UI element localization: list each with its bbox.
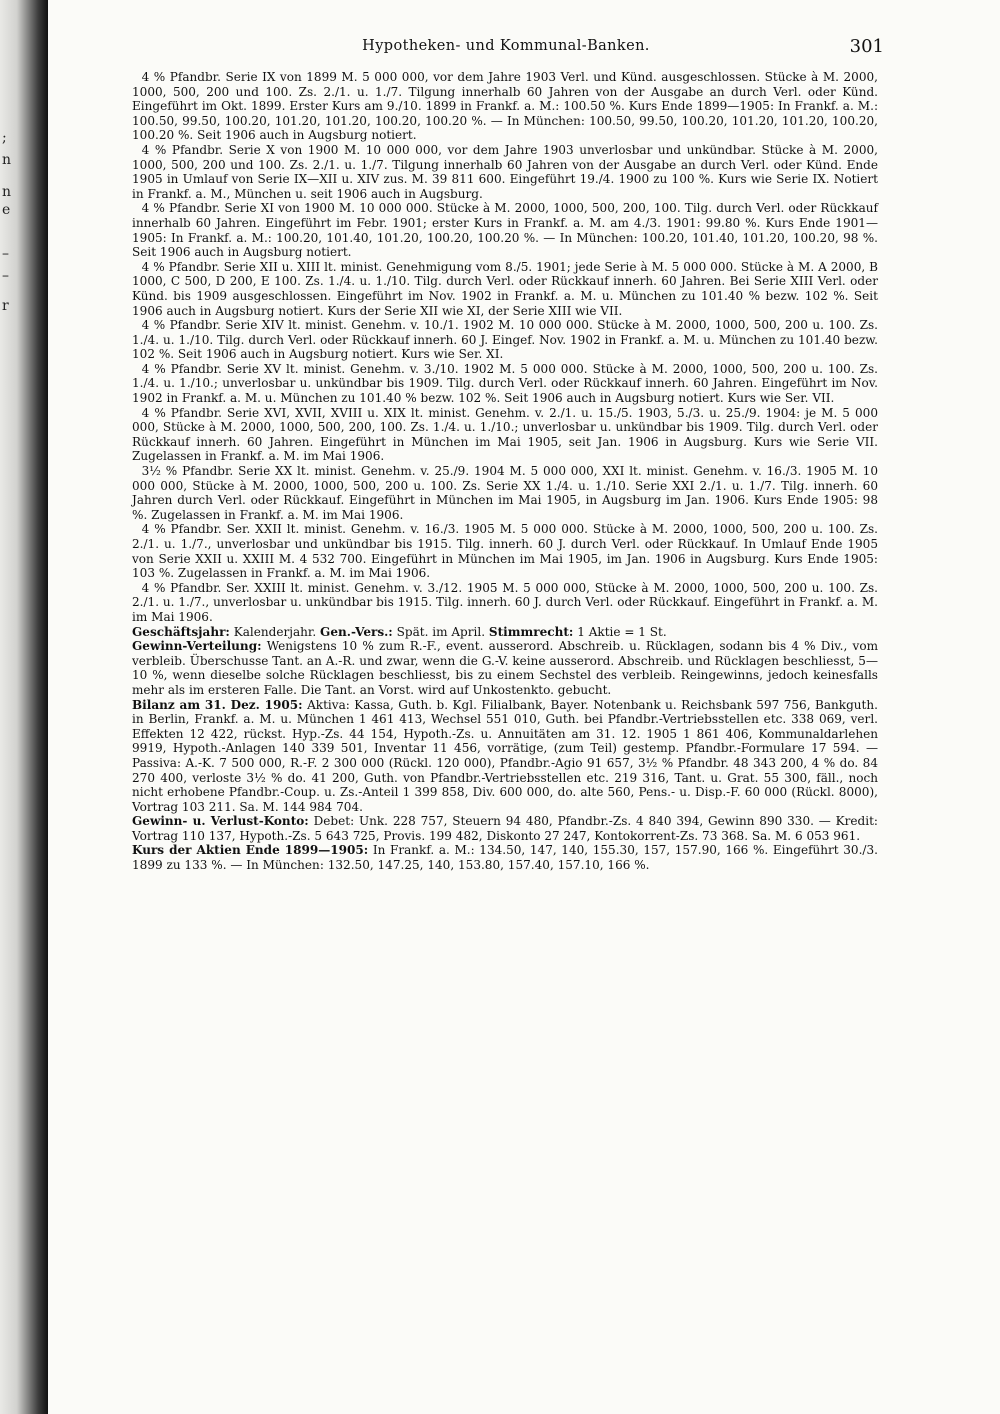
paragraph-serie-xxiii: 4 % Pfandbr. Ser. XXIII lt. minist. Genehm. v. 3./12. 1905 M. 5 000 000, Stücke à M. 2000, 1000, 500, 200 u. 100. Zs. 2./1. u. 1./7., unverlosbar u. unkündbar bis 1915. Tilg. innerh. 60 J. durch Verl. oder Rückkauf. Eingeführt in Frankf. a. M. im Mai 1906. <box>132 580 878 624</box>
section-bilanz <box>132 698 878 815</box>
section-text: In Frankf. a. M.: 134.50, 147, 140, 155.30, 157, 157.90, 166 %. Eingeführt 30./3. 1899 zu 133 %. — In München: 132.50, 147.25, 140, 153.80, 157.40, 157.10, 166 %. <box>132 843 878 873</box>
adjacent-page-fragments <box>0 0 20 1414</box>
section-aktienkurs <box>132 843 878 872</box>
section-gewinn-verteilung <box>132 639 878 697</box>
section-text: Spät. im April. <box>396 624 486 639</box>
paragraph-serie-xiv: 4 % Pfandbr. Serie XIV lt. minist. Genehm. v. 10./1. 1902 M. 10 000 000. Stücke à M. 2000, 1000, 500, 200 u. 100. Zs. 1./4. u. 1./10. Tilg. durch Verl. oder Rückkauf innerh. 60 J. Eingef. Nov. 1902 in Frankf. a. M. u. München zu 101.40 bezw. 102 %. Seit 1906 auch in Augsburg notiert. Kurs wie Ser. XI. <box>132 318 878 362</box>
paragraph-serie-xvi-xix: 4 % Pfandbr. Serie XVI, XVII, XVIII u. XIX lt. minist. Genehm. v. 2./1. u. 15./5. 1903, 5./3. u. 25./9. 1904: je M. 5 000 000, Stücke à M. 2000, 1000, 500, 200, 100. Zs. 1./4. u. 1./10.; unverlosbar u. unkündbar bis 1909. Tilg. durch Verl. oder Rückkauf innerh. 60 Jahren. Eingeführt in München im Mai 1905, seit Jan. 1906 in Augsburg. Kurs wie Serie VII. Zugelassen in Frankf. a. M. im Mai 1906. <box>132 405 878 464</box>
section-geschaeftsjahr <box>132 625 878 640</box>
section-text: Debet: Unk. 228 757, Steuern 94 480, Pfandbr.-Zs. 4 840 394, Gewinn 890 330. — Kredit: Vortrag 110 137, Hypoth.-Zs. 5 643 725, Provis. 199 482, Diskonto 27 247, Kontokorrent-Zs. 73 368. Sa. M. 6 053 961. <box>132 814 878 843</box>
section-gewinn-verlust <box>132 814 878 843</box>
section-label: Geschäftsjahr: <box>132 624 230 639</box>
paragraph-serie-xv: 4 % Pfandbr. Serie XV lt. minist. Genehm. v. 3./10. 1902 M. 5 000 000. Stücke à M. 2000, 1000, 500, 200 u. 100. Zs. 1./4. u. 1./10.; unverlosbar u. unkündbar bis 1909. Tilg. durch Verl. oder Rückkauf innerh. 60 Jahren. Eingeführt im Nov. 1902 in Frankf. a. M. u. München zu 101.40 % bezw. 102 %. Seit 1906 auch in Augsburg notiert. Kurs wie Ser. VII. <box>132 361 878 406</box>
gutter-fragment: – <box>2 268 9 284</box>
paragraph-serie-xx-xxi: 3½ % Pfandbr. Serie XX lt. minist. Genehm. v. 25./9. 1904 M. 5 000 000, XXI lt. minist. Genehm. v. 16./3. 1905 M. 10 000 000, Stücke à M. 2000, 1000, 500, 200 u. 100. Zs. Serie XX 1./4. u. 1./10. Serie XXI 2./1. u. 1./7. Tilg. innerh. 60 Jahren durch Verl. oder Rückkauf. Eingeführt in München im Mai 1905, in Augsburg im Jan. 1906. Kurs Ende 1905: 98 %. Zugelassen in Frankf. a. M. im Mai 1906. <box>132 464 878 522</box>
section-label: Kurs der Aktien Ende 1899—1905: <box>132 843 369 858</box>
gutter-fragment: n <box>2 184 12 200</box>
page-header <box>128 38 884 64</box>
paragraph-serie-xi: 4 % Pfandbr. Serie XI von 1900 M. 10 000 000. Stücke à M. 2000, 1000, 500, 200, 100. Tilg. durch Verl. oder Rückkauf innerhalb 60 Jahren. Eingeführt im Febr. 1901; erster Kurs in Frankf. a. M. am 4./3. 1901: 99.80 %. Kurs Ende 1901—1905: In Frankf. a. M.: 100.20, 101.40, 101.20, 100.20, 100.20 %. — In München: 100.20, 101.40, 101.20, 100.20, 98 %. Seit 1906 auch in Augsburg notiert. <box>132 201 878 260</box>
gutter-fragment: – <box>2 246 9 262</box>
gutter-fragment: ; <box>2 130 7 146</box>
paragraph-serie-ix: 4 % Pfandbr. Serie IX von 1899 M. 5 000 000, vor dem Jahre 1903 Verl. und Künd. ausgeschlossen. Stücke à M. 2000, 1000, 500, 200 und 100. Zs. 2./1. u. 1./7. Tilgung innerhalb 60 Jahren von der Ausgabe an durch Verl. oder Künd. Eingeführt im Okt. 1899. Erster Kurs am 9./10. 1899 in Frankf. a. M.: 100.50 %. Kurs Ende 1899—1905: In Frankf. a. M.: 100.50, 99.50, 100.20, 101.20, 101.20, 100.20, 100.20 %. — In München: 100.50, 99.50, 100.20, 101.20, 101.20, 100.20, 100.20 %. Seit 1906 auch in Augsburg notiert. <box>132 70 878 143</box>
section-text: Kalenderjahr. <box>233 624 317 639</box>
gutter-fragment: r <box>2 298 9 314</box>
running-title: Hypotheken- und Kommunal-Banken. <box>362 38 650 54</box>
section-label: Bilanz am 31. Dez. 1905: <box>132 697 303 712</box>
gutter-fragment: n <box>2 152 12 168</box>
section-text: Wenigstens 10 % zum R.-F., event. ausserord. Abschreib. u. Rücklagen, sodann bis 4 % Div., vom verbleib. Überschusse Tant. an A.-R. und zwar, wenn die G.-V. keine ausserord. Abschreib. und Rücklagen beschliesst, 5—10 %, wenn dieselbe solche Rücklagen beschliesst, bis zu einem Sechstel des verbleib. Reingewinns, jedoch keinesfalls mehr als im ersteren Falle. Die Tant. an Vorst. wird auf Unkostenkto. gebucht. <box>132 639 878 697</box>
section-label: Gewinn-Verteilung: <box>132 639 262 654</box>
section-text: Aktiva: Kassa, Guth. b. Kgl. Filialbank, Bayer. Notenbank u. Reichsbank 597 756, Bankguth. in Berlin, Frankf. a. M. u. München 1 461 413, Wechsel 551 010, Guth. bei Pfandbr.-Vertriebsstellen etc. 338 069, verl. Effekten 12 422, rückst. Hyp.-Zs. 44 154, Hypoth.-Zs. u. Annuitäten am 31. 12. 1905 1 861 406, Kommunaldarlehen 9919, Hypoth.-Anlagen 140 339 501, Inventar 11 456, vorrätige, (zum Teil) gestemp. Pfandbr.-Formulare 17 594. — Passiva: A.-K. 7 500 000, R.-F. 2 300 000 (Rückl. 120 000), Pfandbr.-Agio 91 657, 3½ % Pfandbr. 48 343 200, 4 % do. 84 270 400, verloste 3½ % do. 41 200, Guth. von Pfandbr.-Vertriebsstellen etc. 219 316, Tant. u. Grat. 55 300, fäll., noch nicht erhobene Pfandbr.-Coup. u. Zs.-Anteil 1 399 858, Div. 600 000, do. alte 560, Pens.- u. Disp.-F. 60 000 (Rückl. 8000), Vortrag 103 211. Sa. M. 144 984 704. <box>132 697 878 814</box>
page-number: 301 <box>849 36 884 57</box>
section-label: Gewinn- u. Verlust-Konto: <box>132 814 309 829</box>
paragraph-serie-xxii: 4 % Pfandbr. Ser. XXII lt. minist. Genehm. v. 16./3. 1905 M. 5 000 000. Stücke à M. 2000, 1000, 500, 200 u. 100. Zs. 2./1. u. 1./7., unverlosbar und unkündbar bis 1915. Tilg. innerh. 60 J. durch Verl. oder Rückkauf. In Umlauf Ende 1905 von Serie XXII u. XXIII M. 4 532 700. Eingeführt in München im Mai 1905, im Jan. 1906 in Augsburg. Kurs Ende 1905: 103 %. Zugelassen in Frankf. a. M. im Mai 1906. <box>132 522 878 581</box>
gutter-fragment: e <box>2 202 11 218</box>
section-label: Gen.-Vers.: <box>320 624 393 639</box>
section-label: Stimmrecht: <box>488 624 574 639</box>
section-text: 1 Aktie = 1 St. <box>577 624 667 639</box>
paragraph-serie-xii-xiii: 4 % Pfandbr. Serie XII u. XIII lt. minist. Genehmigung vom 8./5. 1901; jede Serie à M. 5 000 000. Stücke à M. A 2000, B 1000, C 500, D 200, E 100. Zs. 1./4. u. 1./10. Tilg. durch Verl. oder Rückkauf innerh. 60 Jahren. Bei Serie XIII Verl. oder Künd. bis 1909 ausgeschlossen. Eingeführt im Nov. 1902 in Frankf. a. M. u. München zu 101.40 % bezw. 102 %. Seit 1906 auch in Augsburg notiert. Kurs der Serie XII wie XI, der Serie XIII wie VII. <box>132 259 878 318</box>
paragraph-serie-x: 4 % Pfandbr. Serie X von 1900 M. 10 000 000, vor dem Jahre 1903 unverlosbar und unkündbar. Stücke à M. 2000, 1000, 500, 200 und 100. Zs. 2./1. u. 1./7. Tilgung innerhalb 60 Jahren von der Ausgabe an durch Verl. oder Künd. Ende 1905 in Umlauf von Serie IX—XII u. XIV zus. M. 39 811 600. Eingeführt 19./4. 1900 zu 100 %. Kurs wie Serie IX. Notiert in Frankf. a. M., München u. seit 1906 auch in Augsburg. <box>132 142 878 201</box>
page-body <box>132 70 878 873</box>
